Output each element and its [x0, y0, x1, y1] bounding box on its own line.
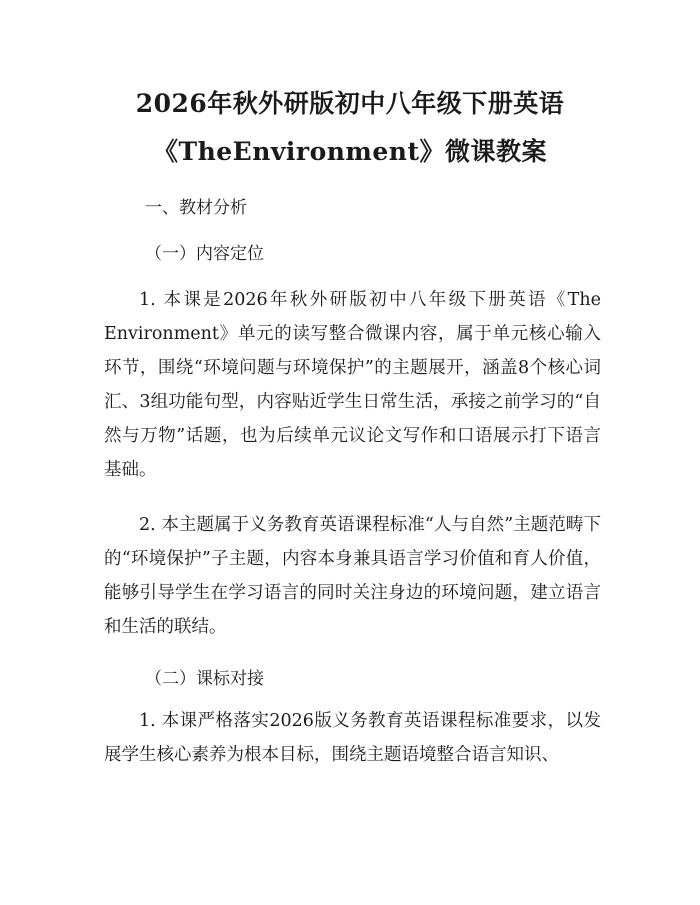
- subsection-heading-curriculum-alignment: （二）课标对接: [145, 669, 264, 689]
- document-title-line-1: 2026年秋外研版初中八年级下册英语: [135, 89, 565, 118]
- section-heading-textbook-analysis: 一、教材分析: [145, 198, 247, 218]
- subsection-heading-content-positioning: （一）内容定位: [145, 244, 264, 264]
- document-title-line-2: 《TheEnvironment》微课教案: [152, 137, 548, 166]
- paragraph-content-positioning-1: 1. 本课是2026年秋外研版初中八年级下册英语《The Environment》单元的读写整合微课内容，属于单元核心输入环节，围绕“环境问题与环境保护”的主题展开，涵盖8个核心词汇、3组功能句型，内容贴近学生日常生活，承接之前学习的“自然与万物”话题，也为后续单元议论文写作和口语展示打下语言基础。: [104, 290, 601, 480]
- paragraph-curriculum-alignment-1: 1. 本课严格落实2026版义务教育英语课程标准要求，以发展学生核心素养为根本目标，围绕主题语境整合语言知识、: [104, 711, 601, 765]
- paragraph-content-positioning-2: 2. 本主题属于义务教育英语课程标准“人与自然”主题范畴下的“环境保护”子主题，内容本身兼具语言学习价值和育人价值，能够引导学生在学习语言的同时关注身边的环境问题，建立语言和生活的联结。: [104, 515, 601, 637]
